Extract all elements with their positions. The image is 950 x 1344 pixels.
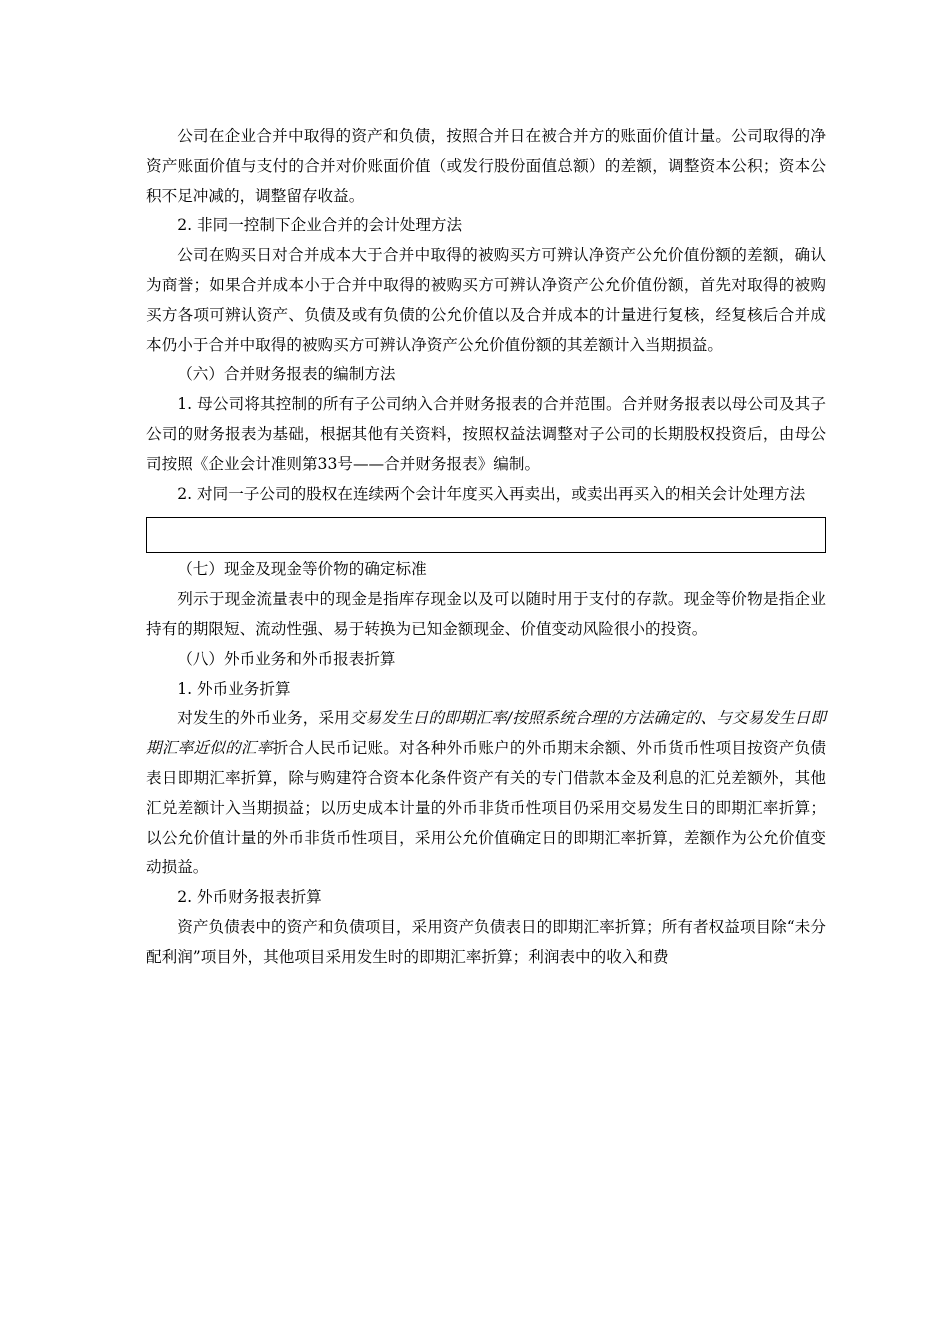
heading-foreign-currency-translation: 1. 外币业务折算 [177,679,291,698]
paragraph-equity-buy-sell: 2. 对同一子公司的股权在连续两个会计年度买入再卖出，或卖出再买入的相关会计处理方法 [177,484,806,503]
heading-cash-equivalents: （七）现金及现金等价物的确定标准 [177,560,427,579]
paragraph-consolidation-scope: 1. 母公司将其控制的所有子公司纳入合并财务报表的合并范围。合并财务报表以母公司及其子公司的财务报表为基础，根据其他有关资料，按照权益法调整对子公司的长期股权投资后，由母公司按照《企业会计准则第33号——合并财务报表》编制。 [146,395,826,473]
heading-foreign-statements-translation: 2. 外币财务报表折算 [177,888,322,907]
paragraph-foreign-statements-translation: 资产负债表中的资产和负债项目，采用资产负债表日的即期汇率折算；所有者权益项目除“未分配利润”项目外，其他项目采用发生时的即期汇率折算；利润表中的收入和费 [146,917,826,966]
document-body [146,122,826,973]
heading-foreign-currency: （八）外币业务和外币报表折算 [177,649,396,668]
paragraph-merger-same-control: 公司在企业合并中取得的资产和负债，按照合并日在被合并方的账面价值计量。公司取得的净资产账面价值与支付的合并对价账面价值（或发行股份面值总额）的差额，调整资本公积；资本公积不足冲减的，调整留存收益。 [146,127,826,205]
paragraph-cash-equivalents: 列示于现金流量表中的现金是指库存现金以及可以随时用于支付的存款。现金等价物是指企业持有的期限短、流动性强、易于转换为已知金额现金、价值变动风险很小的投资。 [146,590,826,638]
italic-text-run: 交易发生日的即期汇率/按照系统合理的方法确定的、与交易发生日即期汇率近似的汇率 [146,709,826,758]
paragraph-foreign-currency-translation [146,704,826,883]
heading-non-same-control: 2. 非同一控制下企业合并的会计处理方法 [177,216,463,235]
empty-text-box [146,517,826,553]
text-run: 折合人民币记账。对各种外币账户的外币期末余额、外币货币性项目按资产负债表日即期汇率折算，除与购建符合资本化条件资产有关的专门借款本金及利息的汇兑差额外，其他汇兑差额计入当期损益；以历史成本计量的外币非货币性项目仍采用交易发生日的即期汇率折算；以公允价值计量的外币非货币性项目，采用公允价值确定日的即期汇率折算，差额作为公允价值变动损益。 [146,739,826,877]
paragraph-non-same-control: 公司在购买日对合并成本大于合并中取得的被购买方可辨认净资产公允价值份额的差额，确认为商誉；如果合并成本小于合并中取得的被购买方可辨认净资产公允价值份额，首先对取得的被购买方各项可辨认资产、负债及或有负债的公允价值以及合并成本的计量进行复核，经复核后合并成本仍小于合并中取得的被购买方可辨认净资产公允价值份额的其差额计入当期损益。 [146,246,826,354]
text-run: 对发生的外币业务，采用 [177,709,350,728]
heading-consolidated-statements: （六）合并财务报表的编制方法 [177,365,396,384]
